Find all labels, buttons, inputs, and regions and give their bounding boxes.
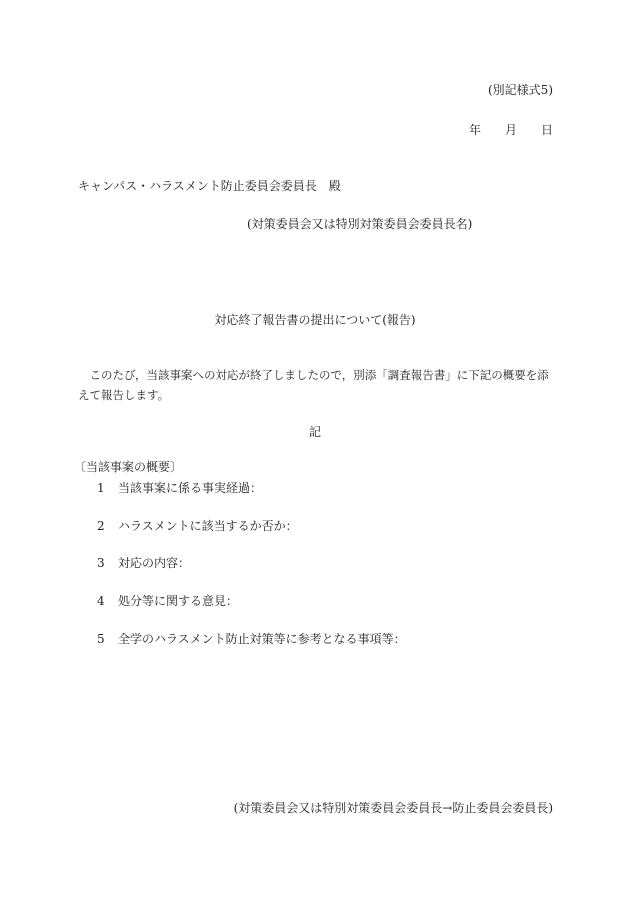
summary-item-number: 3 bbox=[97, 556, 105, 570]
summary-item-number: 5 bbox=[97, 632, 105, 646]
summary-item bbox=[97, 555, 190, 571]
date-line: 年 月 日 bbox=[468, 123, 553, 137]
summary-item-label: 全学のハラスメント防止対策等に参考となる事項等： bbox=[118, 632, 406, 646]
summary-heading: 〔当該事案の概要〕 bbox=[74, 460, 183, 474]
form-number: (別記様式5) bbox=[488, 83, 553, 97]
summary-item-number: 2 bbox=[97, 519, 105, 533]
body-text-line: えて報告します。 bbox=[78, 388, 170, 402]
sender-name: (対策委員会又は特別対策委員会委員長名) bbox=[247, 217, 473, 231]
summary-item-label: 処分等に関する意見： bbox=[118, 594, 239, 608]
summary-item-label: ハラスメントに該当するか否か： bbox=[118, 519, 298, 533]
routing-note: (対策委員会又は特別対策委員会委員長→防止委員会委員長) bbox=[233, 801, 553, 815]
summary-item-number: 1 bbox=[97, 481, 105, 495]
summary-item-label: 対応の内容： bbox=[118, 556, 191, 570]
body-text-line: このたび，当該事案への対応が終了しましたので，別添「調査報告書」に下記の概要を添 bbox=[78, 368, 549, 382]
summary-item bbox=[97, 631, 406, 647]
summary-item-label: 当該事案に係る事実経過： bbox=[118, 481, 263, 495]
document-title: 対応終了報告書の提出について(報告) bbox=[214, 313, 416, 327]
summary-item bbox=[97, 593, 238, 609]
ki-heading: 記 bbox=[308, 425, 321, 439]
summary-item bbox=[97, 518, 298, 534]
summary-item-number: 4 bbox=[97, 594, 105, 608]
summary-item bbox=[97, 480, 262, 496]
addressee: キャンパス・ハラスメント防止委員会委員長 殿 bbox=[78, 179, 341, 193]
